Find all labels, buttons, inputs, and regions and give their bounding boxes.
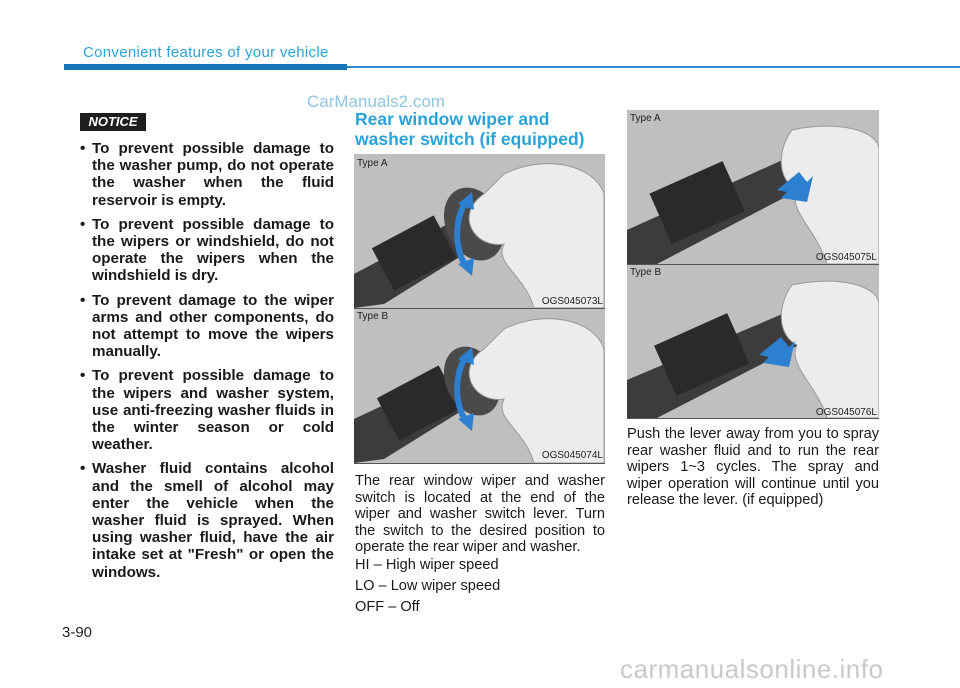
notice-item: • To prevent possible damage to the wipers and washer system, use anti-freezing washer fluids in the winter season or cold weather. bbox=[78, 367, 334, 453]
section-title: Rear window wiper and washer switch (if equipped) bbox=[355, 109, 585, 149]
notice-badge: NOTICE bbox=[80, 113, 146, 131]
push-lever-text: Push the lever away from you to spray rear washer fluid and to run the rear wipers 1~3 cycles. The spray and wiper operation will continue until you release the lever. (if equipped) bbox=[627, 426, 879, 509]
notice-item: • To prevent possible damage to the washer pump, do not operate the washer when the fluid reservoir is empty. bbox=[78, 140, 334, 209]
notice-item: • To prevent damage to the wiper arms and other components, do not attempt to move the wipers manually. bbox=[78, 292, 334, 361]
notice-item: • Washer fluid contains alcohol and the smell of alcohol may enter the vehicle when the washer fluid is sprayed. When using washer fluid, have the air intake set at "Fresh" or open the windows. bbox=[78, 460, 334, 580]
figure-type-label: Type A bbox=[630, 113, 661, 124]
figure-code: OGS045073L bbox=[541, 296, 603, 307]
figure-type-a-push bbox=[627, 110, 879, 264]
figure-type-b-push bbox=[627, 265, 879, 418]
figure-type-label: Type A bbox=[357, 158, 388, 169]
speed-lo: LO – Low wiper speed bbox=[355, 578, 501, 594]
page-number: 3-90 bbox=[62, 624, 93, 641]
figure-type-a-rotate bbox=[354, 154, 605, 308]
figure-type-b-rotate bbox=[354, 309, 605, 463]
header-title: Convenient features of your vehicle bbox=[83, 44, 329, 61]
speed-hi: HI – High wiper speed bbox=[355, 557, 499, 573]
figure-code: OGS045074L bbox=[541, 450, 603, 461]
figure-code: OGS045076L bbox=[815, 407, 877, 418]
figure-divider bbox=[354, 463, 605, 464]
notice-item: • To prevent possible damage to the wipers or windshield, do not operate the wipers when the windshield is dry. bbox=[78, 216, 334, 285]
speed-off: OFF – Off bbox=[355, 599, 420, 615]
figure-divider bbox=[627, 418, 879, 419]
notice-list bbox=[78, 140, 334, 588]
figure-code: OGS045075L bbox=[815, 252, 877, 263]
watermark-bottom: carmanualsonline.info bbox=[620, 654, 884, 684]
figure-type-label: Type B bbox=[630, 267, 662, 278]
header-rule bbox=[64, 64, 960, 70]
figure-type-label: Type B bbox=[357, 311, 389, 322]
section-body: The rear window wiper and washer switch is located at the end of the wiper and washer switch lever. Turn the switch to the desired position to operate the rear wiper and washer. bbox=[355, 473, 605, 556]
watermark-top: CarManuals2.com bbox=[307, 92, 445, 111]
